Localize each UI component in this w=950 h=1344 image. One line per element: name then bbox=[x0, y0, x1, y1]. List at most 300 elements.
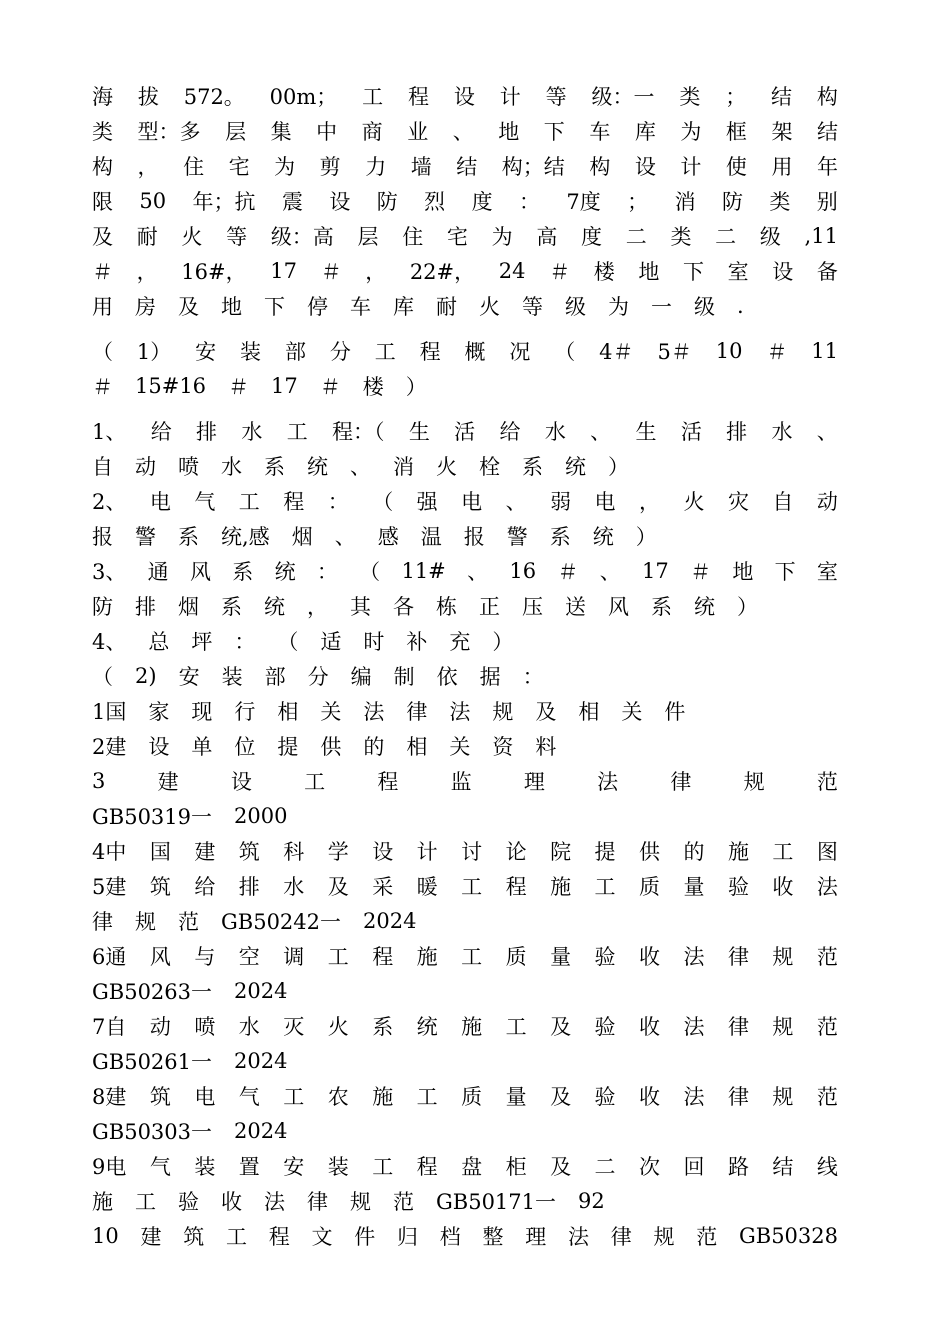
text-token: 6通 bbox=[92, 944, 127, 969]
text-token: 8建 bbox=[92, 1084, 127, 1109]
text-line bbox=[92, 1183, 838, 1218]
text-token: 耐 bbox=[436, 294, 457, 319]
text-token: 收 bbox=[639, 1084, 660, 1109]
text-token: 工 bbox=[238, 489, 260, 514]
text-token: ＃ bbox=[319, 374, 341, 399]
text-token: 使 bbox=[725, 154, 747, 179]
text-token: 规 bbox=[653, 1224, 675, 1249]
text-token: 其 bbox=[350, 594, 371, 619]
text-token: 相 bbox=[277, 699, 299, 724]
text-token: 理 bbox=[525, 1224, 547, 1249]
text-token: ,11 bbox=[804, 223, 838, 248]
text-token: 5建 bbox=[92, 874, 127, 899]
text-line bbox=[92, 333, 838, 368]
text-token: 4、 bbox=[92, 629, 127, 654]
text-token: 资 bbox=[492, 734, 514, 759]
text-token: 系 bbox=[221, 594, 242, 619]
text-token: 安 bbox=[195, 339, 217, 364]
text-token: 规 bbox=[772, 944, 794, 969]
text-token: 地 bbox=[638, 259, 660, 284]
text-token: 自 bbox=[92, 454, 113, 479]
text-token: 归 bbox=[396, 1224, 418, 1249]
text-token: 喷 bbox=[194, 1014, 216, 1039]
text-token: 监 bbox=[450, 769, 472, 794]
text-token: 行 bbox=[234, 699, 256, 724]
text-token: 火 bbox=[181, 224, 203, 249]
text-token: 系 bbox=[178, 524, 199, 549]
text-token: （ bbox=[92, 339, 113, 364]
text-token: 补 bbox=[406, 629, 428, 654]
text-token: 质 bbox=[505, 944, 527, 969]
text-token: 工 bbox=[374, 339, 396, 364]
text-token: 通 bbox=[147, 559, 169, 584]
text-token: （ bbox=[92, 664, 113, 689]
text-token: 15#16 bbox=[135, 373, 207, 398]
text-line bbox=[92, 938, 838, 973]
text-token: 计 bbox=[499, 84, 521, 109]
text-token: 程：（ bbox=[332, 419, 385, 444]
text-token: GB50263一 bbox=[92, 979, 213, 1004]
text-token: 2024 bbox=[234, 1118, 288, 1143]
text-token: 总 bbox=[148, 629, 170, 654]
text-token: 家 bbox=[148, 699, 170, 724]
text-token: 业 bbox=[407, 119, 429, 144]
text-token: 规 bbox=[772, 1084, 794, 1109]
text-token: 律 bbox=[307, 1189, 328, 1214]
text-token: 及 bbox=[92, 224, 113, 249]
text-token: 火 bbox=[327, 1014, 349, 1039]
text-token: 工 bbox=[286, 419, 308, 444]
text-token: 规 bbox=[772, 1014, 794, 1039]
text-token: 质 bbox=[639, 874, 660, 899]
text-token: 压 bbox=[522, 594, 543, 619]
text-token: 室 bbox=[727, 259, 749, 284]
text-token: ＃ bbox=[320, 259, 342, 284]
text-token: 二 bbox=[625, 224, 647, 249]
text-line bbox=[92, 448, 838, 483]
text-token: 17 bbox=[271, 373, 298, 398]
text-token: 调 bbox=[283, 944, 305, 969]
text-line bbox=[92, 693, 838, 728]
text-token: 线 bbox=[816, 1154, 838, 1179]
text-token: 程 bbox=[377, 769, 399, 794]
text-token: 、 bbox=[334, 524, 356, 549]
text-token: 室 bbox=[816, 559, 838, 584]
text-token: ： bbox=[327, 489, 349, 514]
text-token: 相 bbox=[578, 699, 600, 724]
text-token: 供 bbox=[320, 734, 342, 759]
text-line bbox=[92, 413, 838, 448]
text-token: 律 bbox=[670, 769, 692, 794]
text-token: 程 bbox=[416, 1154, 438, 1179]
text-token: 计 bbox=[416, 839, 438, 864]
text-token: 及 bbox=[550, 1084, 572, 1109]
text-token: 2024 bbox=[234, 978, 288, 1003]
text-token: 筑 bbox=[183, 1224, 205, 1249]
text-token: 16 bbox=[509, 558, 537, 583]
text-token: 工 bbox=[135, 1189, 156, 1214]
text-token: 防 bbox=[92, 594, 113, 619]
text-token: （ bbox=[554, 339, 576, 364]
text-token: 系 bbox=[651, 594, 672, 619]
text-token: 下 bbox=[264, 294, 285, 319]
text-token: 依 bbox=[436, 664, 458, 689]
text-token: 律 bbox=[610, 1224, 632, 1249]
text-token: 构；结 bbox=[501, 154, 565, 179]
text-token: 及 bbox=[327, 874, 349, 899]
text-token: ， bbox=[136, 259, 158, 284]
text-token: 10 bbox=[92, 1223, 119, 1248]
text-token: 验 bbox=[594, 1084, 616, 1109]
text-token: 量 bbox=[505, 1084, 527, 1109]
text-token: 烟 bbox=[178, 594, 199, 619]
text-token: 电 bbox=[461, 489, 483, 514]
text-token: 统 bbox=[694, 594, 715, 619]
text-token: 设 bbox=[148, 734, 170, 759]
text-token: 2024 bbox=[363, 908, 417, 933]
text-token: （ bbox=[277, 629, 299, 654]
text-line bbox=[92, 368, 838, 403]
text-token: 件 bbox=[664, 699, 686, 724]
text-token: 验 bbox=[594, 944, 616, 969]
text-token: 律 bbox=[727, 1014, 749, 1039]
text-token: 00m； bbox=[269, 84, 338, 109]
text-token: ， bbox=[307, 594, 328, 619]
text-token: 级：一 bbox=[591, 84, 655, 109]
text-token: 坪 bbox=[191, 629, 213, 654]
text-token: 量 bbox=[550, 944, 572, 969]
text-token: 收 bbox=[221, 1189, 242, 1214]
text-token: 法 bbox=[264, 1189, 285, 1214]
text-token: 二 bbox=[594, 1154, 616, 1179]
text-token: 4中 bbox=[92, 839, 127, 864]
text-token: 建 bbox=[157, 769, 179, 794]
text-token: 法 bbox=[816, 874, 838, 899]
text-token: 、 bbox=[452, 119, 474, 144]
text-token: 9电 bbox=[92, 1154, 127, 1179]
text-token: ： bbox=[518, 189, 540, 214]
text-token: 下 bbox=[543, 119, 565, 144]
text-token: 系 bbox=[522, 454, 543, 479]
text-token: 灭 bbox=[283, 1014, 305, 1039]
text-token: 收 bbox=[772, 874, 794, 899]
text-token: 验 bbox=[594, 1014, 616, 1039]
text-token: 法 bbox=[597, 769, 619, 794]
text-token: ＃ bbox=[92, 259, 113, 284]
text-token: ； bbox=[627, 189, 649, 214]
text-token: 学 bbox=[327, 839, 349, 864]
text-token: 17 bbox=[270, 258, 297, 283]
text-token: 为 bbox=[680, 119, 702, 144]
text-token: ＃ bbox=[228, 374, 250, 399]
text-token: 料 bbox=[535, 734, 557, 759]
text-token: 安 bbox=[178, 664, 200, 689]
text-token: 结 bbox=[816, 119, 838, 144]
text-token: （ bbox=[372, 489, 394, 514]
text-token: ） bbox=[608, 454, 629, 479]
text-token: 结 bbox=[771, 84, 793, 109]
text-token: 单 bbox=[191, 734, 213, 759]
text-token: 感 bbox=[377, 524, 399, 549]
text-token: 法 bbox=[449, 699, 471, 724]
text-token: 型：多 bbox=[137, 119, 201, 144]
text-token: 水 bbox=[221, 454, 242, 479]
text-token: 2000 bbox=[234, 803, 288, 828]
text-token: 风 bbox=[189, 559, 211, 584]
text-token: ； bbox=[725, 84, 747, 109]
text-token: 活 bbox=[454, 419, 476, 444]
text-token: 设 bbox=[453, 84, 475, 109]
text-token: 工 bbox=[304, 769, 326, 794]
text-line bbox=[92, 553, 838, 588]
text-token: ＃ bbox=[557, 559, 579, 584]
text-token: 警 bbox=[135, 524, 156, 549]
text-token: 图 bbox=[816, 839, 838, 864]
text-line bbox=[92, 1113, 838, 1148]
text-token: 量 bbox=[683, 874, 705, 899]
text-token: 空 bbox=[238, 944, 260, 969]
text-token: 现 bbox=[191, 699, 213, 724]
text-token: 程 bbox=[372, 944, 394, 969]
text-token: 及 bbox=[550, 1014, 572, 1039]
text-line bbox=[92, 518, 838, 553]
text-token: 构 bbox=[816, 84, 838, 109]
text-token: 气 bbox=[149, 1154, 171, 1179]
text-token: 工 bbox=[594, 874, 616, 899]
text-line bbox=[92, 148, 838, 183]
text-token: 部 bbox=[284, 339, 306, 364]
text-token: ） bbox=[737, 594, 758, 619]
text-token: 系 bbox=[232, 559, 254, 584]
text-token: 度 bbox=[581, 224, 603, 249]
text-token: GB50171一 bbox=[436, 1189, 557, 1214]
text-token: 收 bbox=[639, 944, 660, 969]
text-token: 质 bbox=[461, 1084, 483, 1109]
text-token: 为 bbox=[608, 294, 629, 319]
text-token: 、 bbox=[599, 559, 621, 584]
text-token: ， bbox=[137, 154, 159, 179]
text-token: 11 bbox=[811, 338, 838, 363]
text-token: 风 bbox=[149, 944, 171, 969]
text-token: 用 bbox=[771, 154, 793, 179]
text-token: GB50319一 bbox=[92, 804, 213, 829]
text-token: 、 bbox=[505, 489, 527, 514]
text-token: ， bbox=[639, 489, 660, 514]
text-token: 下 bbox=[683, 259, 704, 284]
text-token: 关 bbox=[621, 699, 643, 724]
text-token: 适 bbox=[320, 629, 342, 654]
text-token: 筑 bbox=[149, 874, 171, 899]
text-token: 院 bbox=[550, 839, 572, 864]
text-token: 筑 bbox=[238, 839, 260, 864]
text-token: 动 bbox=[135, 454, 156, 479]
text-token: 等 bbox=[226, 224, 248, 249]
text-token: 法 bbox=[567, 1224, 589, 1249]
text-token: 楼 bbox=[593, 259, 615, 284]
text-token: 限 bbox=[92, 189, 113, 214]
text-token: 活 bbox=[680, 419, 702, 444]
text-token: 工 bbox=[505, 1014, 527, 1039]
text-token: 水 bbox=[241, 419, 263, 444]
text-token: 库 bbox=[393, 294, 414, 319]
text-token: 与 bbox=[194, 944, 216, 969]
text-token: 、 bbox=[590, 419, 612, 444]
text-token: GB50242一 bbox=[221, 909, 342, 934]
text-token: 范 bbox=[816, 1014, 838, 1039]
text-token: 海 bbox=[92, 84, 113, 109]
text-token: 程 bbox=[419, 339, 441, 364]
text-token: 一 bbox=[651, 294, 672, 319]
text-token: 动 bbox=[149, 1014, 171, 1039]
text-token: 防 bbox=[721, 189, 743, 214]
text-token: 宅 bbox=[446, 224, 468, 249]
text-token: 及 bbox=[535, 699, 557, 724]
text-token: 整 bbox=[482, 1224, 504, 1249]
text-line bbox=[92, 903, 838, 938]
text-token: 关 bbox=[320, 699, 342, 724]
text-token: 50 bbox=[139, 188, 167, 213]
text-token: 工 bbox=[461, 874, 483, 899]
text-token: 架 bbox=[771, 119, 793, 144]
text-token: 程 bbox=[505, 874, 527, 899]
text-token: ： bbox=[234, 629, 256, 654]
text-token: 次 bbox=[639, 1154, 660, 1179]
text-token: 用 bbox=[92, 294, 113, 319]
text-line bbox=[92, 763, 838, 798]
text-token: 工 bbox=[327, 944, 349, 969]
text-token: 地 bbox=[221, 294, 242, 319]
document-body bbox=[92, 78, 838, 1253]
text-token: 构 bbox=[589, 154, 611, 179]
text-token: 建 bbox=[140, 1224, 162, 1249]
text-token: 设 bbox=[329, 189, 351, 214]
text-token: 施 bbox=[92, 1189, 113, 1214]
text-token: 震 bbox=[281, 189, 303, 214]
text-token: 理 bbox=[523, 769, 545, 794]
text-line bbox=[92, 728, 838, 763]
text-token: 施 bbox=[550, 874, 572, 899]
text-token: 施 bbox=[727, 839, 749, 864]
text-token: 范 bbox=[816, 1084, 838, 1109]
text-token: 装 bbox=[194, 1154, 216, 1179]
text-token: 况 bbox=[509, 339, 531, 364]
text-line bbox=[92, 798, 838, 833]
text-token: 工 bbox=[283, 1084, 305, 1109]
text-token: 生 bbox=[635, 419, 657, 444]
text-token: 统 bbox=[307, 454, 328, 479]
text-token: 、 bbox=[816, 419, 838, 444]
text-token: 律 bbox=[92, 909, 113, 934]
text-token: 工 bbox=[772, 839, 794, 864]
text-token: 充 bbox=[449, 629, 471, 654]
text-token: 别 bbox=[816, 189, 838, 214]
text-token: 强 bbox=[416, 489, 438, 514]
text-token: 类 bbox=[769, 189, 791, 214]
text-token: 回 bbox=[683, 1154, 705, 1179]
text-line bbox=[92, 973, 838, 1008]
text-token: 验 bbox=[178, 1189, 199, 1214]
text-token: 法 bbox=[683, 944, 705, 969]
text-token: 车 bbox=[350, 294, 371, 319]
text-token: 二 bbox=[715, 224, 737, 249]
text-token: 层 bbox=[357, 224, 379, 249]
text-token: 集 bbox=[270, 119, 292, 144]
text-token: 年 bbox=[816, 154, 838, 179]
text-token: 3、 bbox=[92, 559, 127, 584]
text-token: 统,感 bbox=[221, 524, 270, 549]
text-token: 范 bbox=[816, 769, 838, 794]
text-token: 气 bbox=[238, 1084, 260, 1109]
text-token: 报 bbox=[463, 524, 485, 549]
text-token: 住 bbox=[402, 224, 424, 249]
text-token: 火 bbox=[436, 454, 457, 479]
text-token: 系 bbox=[549, 524, 571, 549]
text-token: 572。 bbox=[183, 84, 245, 109]
text-token: 报 bbox=[92, 524, 113, 549]
text-token: 温 bbox=[420, 524, 442, 549]
text-token: 烟 bbox=[291, 524, 313, 549]
text-token: 级 bbox=[759, 224, 781, 249]
text-token: 风 bbox=[608, 594, 629, 619]
text-token: 排 bbox=[196, 419, 218, 444]
text-token: 文 bbox=[311, 1224, 333, 1249]
text-token: 库 bbox=[634, 119, 656, 144]
text-token: GB50261一 bbox=[92, 1049, 213, 1074]
text-token: 及 bbox=[178, 294, 199, 319]
text-token: 电 bbox=[194, 1084, 216, 1109]
text-token: 律 bbox=[406, 699, 428, 724]
text-token: . bbox=[737, 293, 744, 318]
text-token: 级：高 bbox=[270, 224, 334, 249]
text-token: 范 bbox=[696, 1224, 718, 1249]
text-token: 构 bbox=[92, 154, 113, 179]
text-token: 7自 bbox=[92, 1014, 127, 1039]
text-token: 暖 bbox=[416, 874, 438, 899]
text-token: 统 bbox=[264, 594, 285, 619]
text-token: 水 bbox=[283, 874, 305, 899]
text-token: 件 bbox=[354, 1224, 376, 1249]
text-token: 16#， bbox=[181, 259, 247, 284]
text-token: 结 bbox=[456, 154, 478, 179]
text-token: 中 bbox=[316, 119, 338, 144]
text-token: 、 bbox=[467, 559, 489, 584]
text-token: 供 bbox=[639, 839, 660, 864]
text-token: 级 bbox=[565, 294, 586, 319]
text-token: 水 bbox=[238, 1014, 260, 1039]
text-token: 地 bbox=[498, 119, 520, 144]
text-token: ＃ bbox=[92, 374, 113, 399]
text-token: 各 bbox=[393, 594, 414, 619]
text-token: 程 bbox=[408, 84, 430, 109]
text-token: 类 bbox=[92, 119, 113, 144]
text-token: 律 bbox=[727, 1084, 749, 1109]
text-token: 档 bbox=[439, 1224, 461, 1249]
text-token: 车 bbox=[589, 119, 611, 144]
text-token: 设 bbox=[230, 769, 252, 794]
text-token: 统 bbox=[565, 454, 586, 479]
text-token: 程 bbox=[283, 489, 305, 514]
text-token: 的 bbox=[683, 839, 705, 864]
text-token: ＃ bbox=[549, 259, 571, 284]
text-token: 弱 bbox=[550, 489, 572, 514]
text-token: 、 bbox=[350, 454, 371, 479]
text-line bbox=[92, 868, 838, 903]
text-token: 2024 bbox=[234, 1048, 288, 1073]
text-token: 动 bbox=[816, 489, 838, 514]
text-token: 拔 bbox=[137, 84, 159, 109]
text-token: 统 bbox=[592, 524, 614, 549]
text-token: 楼 bbox=[362, 374, 384, 399]
